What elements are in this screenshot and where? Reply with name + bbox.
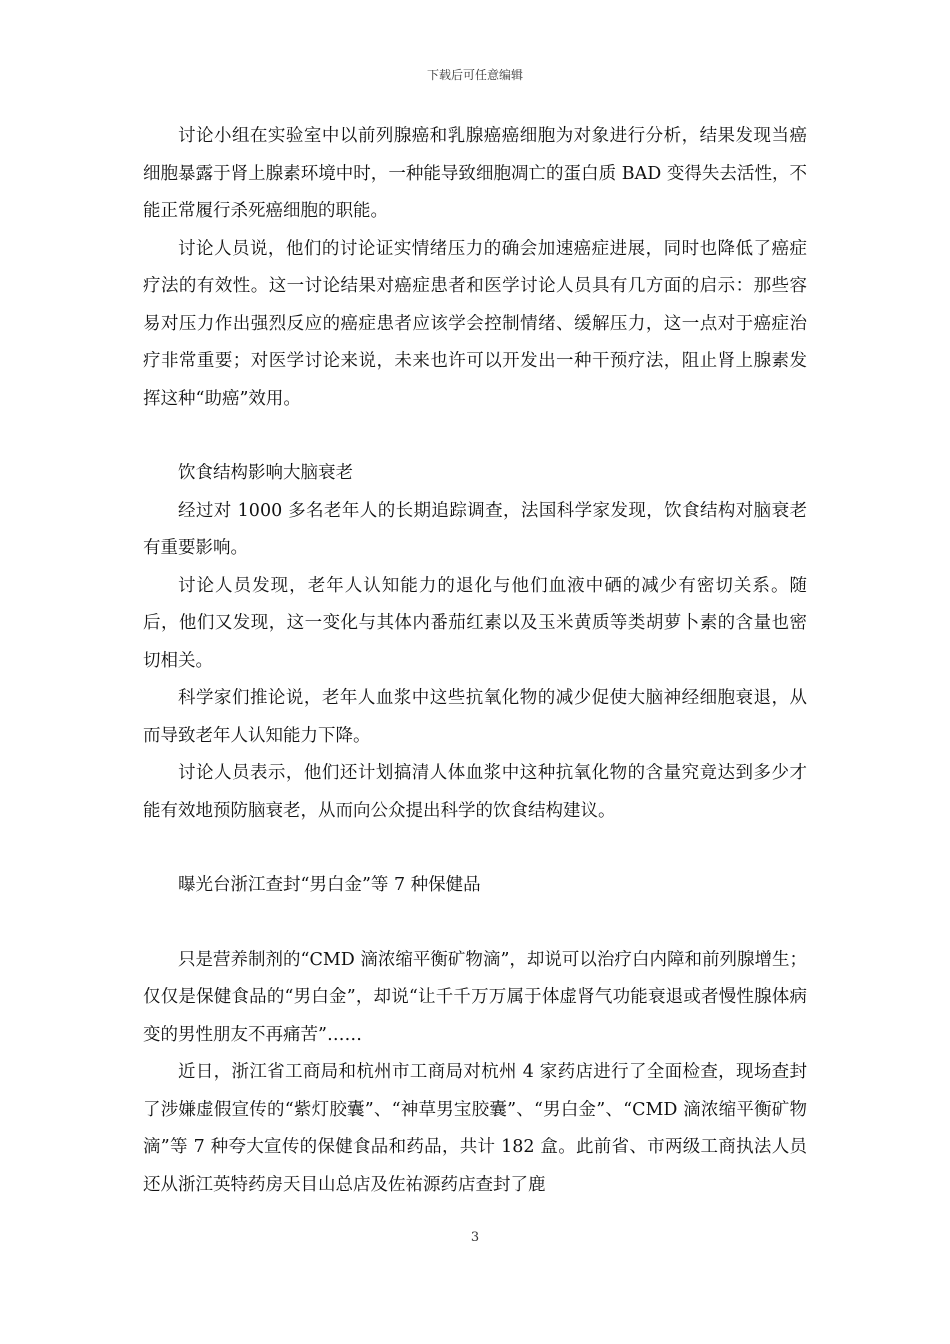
body-paragraph: 近日，浙江省工商局和杭州市工商局对杭州 4 家药店进行了全面检查，现场查封了涉嫌虚假宣传的“紫灯胶囊”、“神草男宝胶囊”、“男白金”、“CMD 滴浓缩平衡矿物滴”等 7 种夸大宣传的保健食品和药品，共计 182 盒。此前省、市两级工商执法人员还从浙江英特药房天目山总店及佐祐源药店查封了鹿	[143, 1062, 807, 1195]
section-heading: 饮食结构影响大脑衰老	[178, 463, 353, 483]
body-paragraph: 讨论人员说，他们的讨论证实情绪压力的确会加速癌症进展，同时也降低了癌症疗法的有效性。这一讨论结果对癌症患者和医学讨论人员具有几方面的启示：那些容易对压力作出强烈反应的癌症患者应该学会控制情绪、缓解压力，这一点对于癌症治疗非常重要；对医学讨论来说，未来也许可以开发出一种干预疗法，阻止肾上腺素发挥这种“助癌”效用。	[143, 238, 807, 409]
document-body	[143, 118, 807, 1204]
body-paragraph: 只是营养制剂的“CMD 滴浓缩平衡矿物滴”，却说可以治疗白内障和前列腺增生；仅仅是保健食品的“男白金”，却说“让千千万万属于体虚肾气功能衰退或者慢性腺体病变的男性朋友不再痛苦”……	[143, 949, 807, 1045]
body-paragraph: 讨论人员表示，他们还计划搞清人体血浆中这种抗氧化物的含量究竟达到多少才能有效地预防脑衰老，从而向公众提出科学的饮食结构建议。	[143, 763, 807, 821]
body-paragraph: 经过对 1000 多名老年人的长期追踪调查，法国科学家发现，饮食结构对脑衰老有重要影响。	[143, 500, 807, 558]
body-paragraph: 讨论人员发现，老年人认知能力的退化与他们血液中硒的减少有密切关系。随后，他们又发现，这一变化与其体内番茄红素以及玉米黄质等类胡萝卜素的含量也密切相关。	[143, 575, 807, 671]
body-paragraph: 讨论小组在实验室中以前列腺癌和乳腺癌癌细胞为对象进行分析，结果发现当癌细胞暴露于肾上腺素环境中时，一种能导致细胞凋亡的蛋白质 BAD 变得失去活性，不能正常履行杀死癌细胞的职能。	[143, 126, 807, 221]
body-paragraph: 科学家们推论说，老年人血浆中这些抗氧化物的减少促使大脑神经细胞衰退，从而导致老年人认知能力下降。	[143, 688, 807, 746]
page-number: 3	[470, 1230, 480, 1245]
page-header: 下载后可任意编辑	[426, 68, 523, 82]
section-heading: 曝光台浙江查封“男白金”等 7 种保健品	[178, 875, 481, 895]
